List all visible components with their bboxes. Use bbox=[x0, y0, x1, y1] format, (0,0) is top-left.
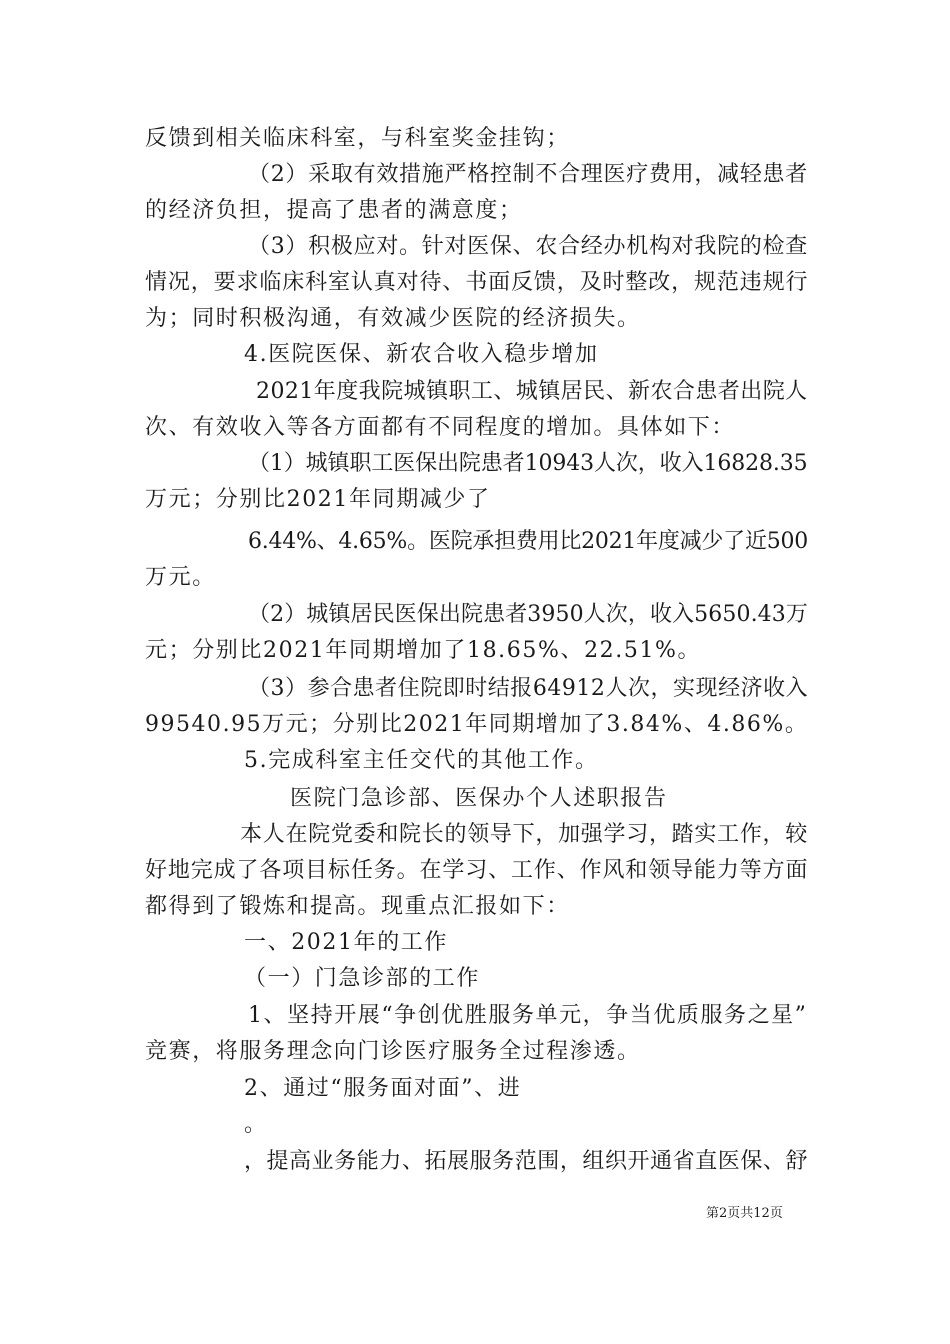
section-heading: 一、2021年的工作 bbox=[244, 930, 448, 955]
section-heading: 5.完成科室主任交代的其他工作。 bbox=[244, 748, 599, 773]
report-title: 医院门急诊部、医保办个人述职报告 bbox=[290, 786, 668, 811]
text-line: 1、坚持开展“争创优胜服务单元，争当优质服务之星” bbox=[248, 1003, 808, 1028]
text-line: 2021年度我院城镇职工、城镇居民、新农合患者出院人 bbox=[256, 379, 808, 404]
text-line: 2、通过“服务面对面”、进 bbox=[244, 1076, 522, 1101]
text-line: 反馈到相关临床科室，与科室奖金挂钩； bbox=[145, 126, 570, 151]
text-line: 万元。 bbox=[145, 565, 216, 590]
text-line: （3）参合患者住院即时结报64912人次，实现经济收入 bbox=[248, 676, 809, 701]
text-line: 元；分别比2021年同期增加了18.65%、22.51%。 bbox=[145, 638, 702, 663]
text-line: 竞赛，将服务理念向门诊医疗服务全过程渗透。 bbox=[145, 1039, 641, 1064]
text-line: （2）采取有效措施严格控制不合理医疗费用，减轻患者 bbox=[248, 162, 808, 187]
text-line: 的经济负担，提高了患者的满意度； bbox=[145, 198, 523, 223]
text-line: （1）城镇职工医保出院患者10943人次，收入16828.35 bbox=[248, 451, 808, 476]
page-number-footer: 第2页共12页 bbox=[706, 1206, 783, 1221]
text-line: （3）积极应对。针对医保、农合经办机构对我院的检查 bbox=[248, 234, 808, 259]
text-line: 次、有效收入等各方面都有不同程度的增加。具体如下： bbox=[145, 415, 736, 440]
text-line: 为；同时积极沟通，有效减少医院的经济损失。 bbox=[145, 306, 641, 331]
text-line: 。 bbox=[244, 1112, 268, 1137]
subsection-heading: （一）门急诊部的工作 bbox=[244, 966, 481, 991]
text-line: 情况，要求临床科室认真对待、书面反馈，及时整改，规范违规行 bbox=[145, 270, 809, 295]
text-line: 都得到了锻炼和提高。现重点汇报如下： bbox=[145, 894, 570, 919]
text-line: 万元；分别比2021年同期减少了 bbox=[145, 487, 491, 512]
text-line: ，提高业务能力、拓展服务范围，组织开通省直医保、舒 bbox=[244, 1149, 809, 1174]
text-line: 6.44%、4.65%。医院承担费用比2021年度减少了近500 bbox=[248, 529, 808, 554]
text-line: 好地完成了各项目标任务。在学习、工作、作风和领导能力等方面 bbox=[145, 858, 809, 883]
text-line: 本人在院党委和院长的领导下，加强学习，踏实工作，较 bbox=[240, 822, 809, 847]
section-heading: 4.医院医保、新农合收入稳步增加 bbox=[244, 342, 599, 367]
text-line: 99540.95万元；分别比2021年同期增加了3.84%、4.86%。 bbox=[145, 712, 809, 737]
text-line: （2）城镇居民医保出院患者3950人次，收入5650.43万 bbox=[248, 602, 808, 627]
